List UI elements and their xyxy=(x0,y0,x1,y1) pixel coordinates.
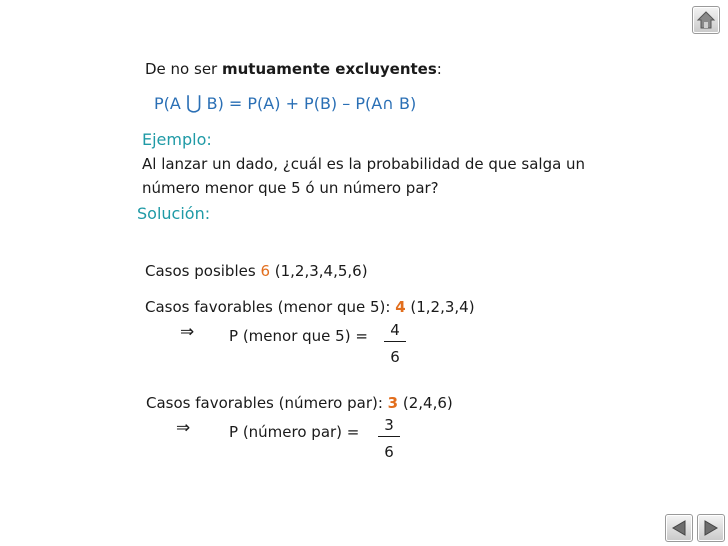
implies-arrow: ⇒ xyxy=(180,322,195,342)
menor-fraction xyxy=(384,321,406,366)
casos-posibles xyxy=(145,262,368,280)
casos-favorables-menor xyxy=(145,298,475,316)
intro-suffix: : xyxy=(436,60,442,78)
par-numerator: 3 xyxy=(378,416,400,437)
formula-middle: B) = P(A) + P(B) – P(A xyxy=(201,94,383,113)
home-icon xyxy=(696,10,716,30)
example-line-1: Al lanzar un dado, ¿cuál es la probabilidad de que salga un xyxy=(142,155,586,173)
previous-button[interactable] xyxy=(665,514,693,542)
formula-left: P(A xyxy=(154,94,186,113)
home-button[interactable] xyxy=(692,6,720,34)
casos-favorables-par xyxy=(146,394,453,412)
formula xyxy=(154,92,416,114)
menor-set: (1,2,3,4) xyxy=(405,298,475,316)
menor-label: Casos favorables (menor que 5): xyxy=(145,298,396,316)
menor-numerator: 4 xyxy=(384,321,406,342)
triangle-left-icon xyxy=(669,518,689,538)
intro-prefix: De no ser xyxy=(145,60,222,78)
par-set: (2,4,6) xyxy=(398,394,453,412)
next-button[interactable] xyxy=(697,514,725,542)
example-heading: Ejemplo: xyxy=(142,130,212,149)
posibles-label: Casos posibles xyxy=(145,262,261,280)
intersection-symbol: ∩ xyxy=(382,94,394,113)
triangle-right-icon xyxy=(701,518,721,538)
menor-count: 4 xyxy=(395,298,406,316)
intro-line xyxy=(145,60,442,78)
par-count: 3 xyxy=(387,394,399,412)
intro-emphasis: mutuamente excluyentes xyxy=(221,60,437,78)
example-line-2: número menor que 5 ó un número par? xyxy=(142,179,439,197)
par-prob-label: P (número par) = xyxy=(229,423,360,441)
menor-denominator: 6 xyxy=(390,348,400,366)
union-symbol: ⋃ xyxy=(185,92,202,114)
par-label: Casos favorables (número par): xyxy=(146,394,388,412)
solution-heading: Solución: xyxy=(137,204,211,223)
posibles-set: (1,2,3,4,5,6) xyxy=(269,262,368,280)
par-denominator: 6 xyxy=(384,443,394,461)
par-fraction xyxy=(378,416,400,461)
menor-prob-label: P (menor que 5) = xyxy=(229,327,368,345)
posibles-count: 6 xyxy=(260,262,270,280)
formula-right: B) xyxy=(393,94,417,113)
implies-arrow: ⇒ xyxy=(176,418,191,438)
